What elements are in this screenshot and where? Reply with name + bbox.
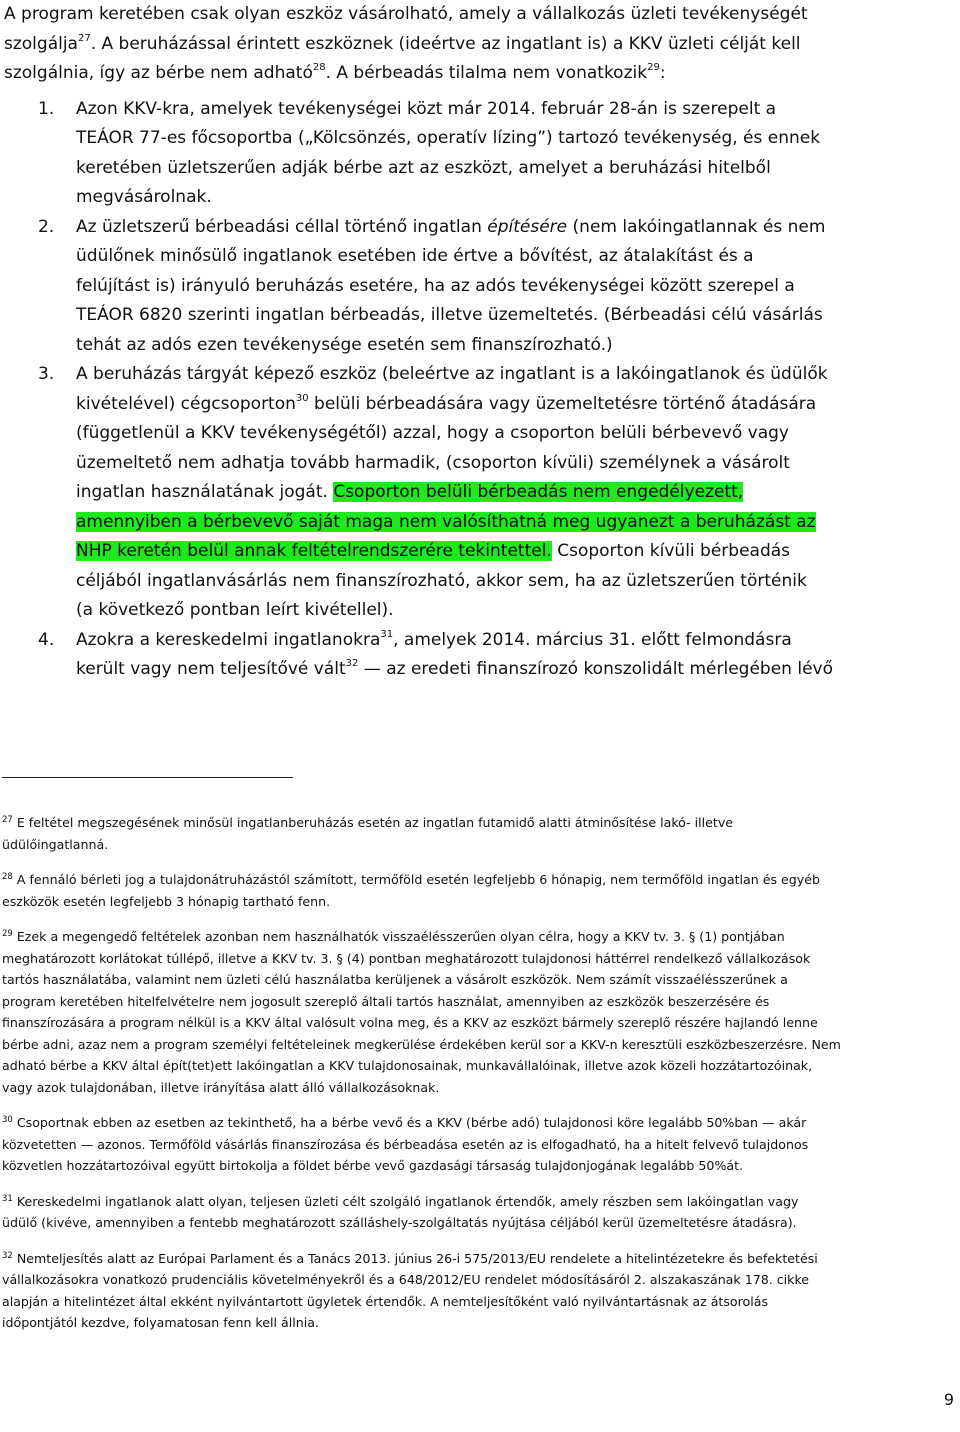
list-number: 1. bbox=[38, 98, 55, 119]
highlighted-text: Csoporton belüli bérbeadás nem engedélyezett, bbox=[333, 482, 744, 502]
footnote-line: alapján a hitelintézet által ekként nyilvántartott ügyletek értendők. A nemteljesítőként való nyilvántartásnak az átsorolás bbox=[2, 1293, 769, 1309]
text-run: ingatlan használatának jogát. bbox=[76, 482, 334, 502]
text-run: — az eredeti finanszírozó konszolidált mérlegében lévő bbox=[358, 659, 833, 679]
text-run: . A beruházással érintett eszköznek (ideértve az ingatlant is) a KKV üzleti célját kell bbox=[90, 33, 801, 54]
list-line: üzemeltető nem adhatja tovább harmadik, (csoporton kívüli) személynek a vásárolt bbox=[76, 452, 790, 473]
footnote-28 bbox=[2, 869, 954, 912]
footnote-line: adható bérbe a KKV által épít(tet)ett lakóingatlan a KKV tulajdonosainak, munkavállalóinak, illetve azok közeli hozzátartozóinak, bbox=[2, 1058, 813, 1073]
footnote-number: 31 bbox=[2, 1193, 13, 1204]
footnote-line: üdülőingatlanná. bbox=[2, 836, 109, 852]
page-number: 9 bbox=[943, 1390, 954, 1409]
text-run: Azokra a kereskedelmi ingatlanokra bbox=[76, 629, 381, 650]
footnote-ref-30[interactable]: 30 bbox=[295, 392, 309, 404]
text-run: (nem lakóingatlannak és nem bbox=[567, 216, 826, 237]
list-item-3 bbox=[0, 360, 956, 626]
list-line: (a következő pontban leírt kivétellel). bbox=[76, 600, 394, 620]
list-line: üdülőnek minősülő ingatlanok esetében ide értve a bővítést, az átalakítást és a bbox=[76, 246, 754, 266]
footnote-number: 30 bbox=[2, 1115, 13, 1125]
text-run: Az üzletszerű bérbeadási céllal történő ingatlan bbox=[76, 216, 488, 237]
list-number: 3. bbox=[38, 364, 55, 384]
highlighted-text: amennyiben a bérbevevő saját maga nem valósíthatná meg ugyanezt a beruházást az bbox=[76, 511, 816, 532]
list-line: Azon KKV-kra, amelyek tevékenységei közt már 2014. február 28-án is szerepelt a bbox=[76, 98, 777, 119]
footnote-line: finanszírozására a program nélkül is a KKV által valósult volna meg, és a KKV az eszközt bármely szereplő részére hajlandó lenne bbox=[2, 1015, 818, 1030]
list-item-2 bbox=[0, 213, 956, 361]
text-run: szolgálnia, így az bérbe nem adható bbox=[4, 63, 313, 83]
footnote-ref-27[interactable]: 27 bbox=[77, 32, 91, 44]
text-run: kivételével) cégcsoporton bbox=[76, 393, 296, 414]
list-line: tehát az adós ezen tevékenysége esetén sem finanszírozható.) bbox=[76, 334, 613, 355]
main-text bbox=[0, 0, 956, 685]
footnote-line bbox=[2, 1248, 954, 1270]
intro-line bbox=[4, 59, 956, 89]
footnote-line bbox=[2, 812, 954, 834]
footnote-line: üdülő (kivéve, amennyiben a fentebb meghatározott szálláshely-szolgáltatás nyújtása céljából kerül üzemeltetésre átadásra). bbox=[2, 1215, 797, 1230]
text-run: Csoporton kívüli bérbeadás bbox=[551, 541, 791, 561]
list-line bbox=[76, 478, 956, 508]
highlighted-text: NHP keretén belül annak feltételrendszerére tekintettel. bbox=[76, 541, 552, 561]
footnote-line: program keretében hitelfelvételre nem jogosult szereplő általi tartós használat, amennyiben az eszközök beszerzésére és bbox=[2, 993, 770, 1009]
footnote-31 bbox=[2, 1191, 954, 1234]
footnotes bbox=[2, 812, 954, 1348]
footnote-line: tartós használatába, valamint nem üzleti célú használatba kerüljenek a vásárolt eszközök. Nem számít visszaélésszerűnek a bbox=[2, 972, 788, 987]
list-line bbox=[76, 537, 956, 567]
list-number: 2. bbox=[38, 216, 55, 237]
text-run: Nemteljesítés alatt az Európai Parlament és a Tanács 2013. június 26-i 575/2013/EU rendelete a hitelintézetekre és befektetési bbox=[16, 1250, 818, 1266]
footnote-separator bbox=[2, 777, 293, 778]
list-line bbox=[76, 213, 956, 243]
intro-paragraph bbox=[4, 0, 956, 89]
text-run: E feltétel megszegésének minősül ingatlanberuházás esetén az ingatlan futamidő alatti átminősítése lakó- illetve bbox=[16, 815, 734, 830]
footnote-line: időpontjától kezdve, folyamatosan fenn kell állnia. bbox=[2, 1315, 319, 1330]
footnote-29 bbox=[2, 926, 954, 1098]
list-line bbox=[76, 626, 956, 656]
footnote-line bbox=[2, 926, 954, 948]
footnote-ref-28[interactable]: 28 bbox=[312, 62, 326, 73]
list-line: keretében üzletszerűen adják bérbe azt az eszközt, amelyet a beruházási hitelből bbox=[76, 157, 771, 178]
footnote-line: közvetlen hozzátartozóival együtt birtokolja a földet bérbe vevő gazdasági társaság tulajdonjogának legalább 50%át. bbox=[2, 1158, 744, 1173]
list-line: TEÁOR 77-es főcsoportba („Kölcsönzés, operatív lízing”) tartozó tevékenység, és ennek bbox=[76, 128, 821, 148]
text-run: , amelyek 2014. március 31. előtt felmondásra bbox=[393, 629, 792, 650]
footnote-line: meghatározott korlátokat túllépő, illetve a KKV tv. 3. § (4) pontban meghatározott tulajdonosi háttérrel rendelkező vállalkozások bbox=[2, 950, 811, 966]
list-line bbox=[76, 508, 956, 538]
text-run: szolgálja bbox=[4, 33, 78, 54]
text-run: Ezek a megengedő feltételek azonban nem használhatók visszaélésszerűen olyan célra, hogy a KKV tv. 3. § (1) pontjában bbox=[16, 929, 785, 944]
list-item-4 bbox=[0, 626, 956, 685]
text-run: Kereskedelmi ingatlanok alatt olyan, teljesen üzleti célt szolgáló ingatlanok értendők, amely részben sem lakóingatlan vagy bbox=[16, 1193, 799, 1209]
footnote-number: 28 bbox=[2, 872, 13, 882]
text-run: belüli bérbeadására vagy üzemeltetésre történő átadására bbox=[308, 393, 817, 414]
text-run: A fennáló bérleti jog a tulajdonátruházástól számított, termőföld esetén legfeljebb 6 hónapig, nem termőföld ingatlan és egyéb bbox=[16, 872, 820, 887]
list-line: A beruházás tárgyát képező eszköz (beleértve az ingatlant is a lakóingatlanok és üdülők bbox=[76, 364, 828, 384]
list-number: 4. bbox=[38, 629, 55, 650]
exception-list bbox=[0, 95, 956, 685]
list-line: felújítást is) irányuló beruházás esetére, ha az adós tevékenységei között szerepel a bbox=[76, 275, 795, 296]
footnote-number: 29 bbox=[2, 929, 13, 939]
footnote-number: 32 bbox=[2, 1250, 13, 1261]
footnote-line: vállalkozásokra vonatkozó prudenciális követelményekről és a 648/2012/EU rendelet módosításáról 2. alszakaszának 178. cikke bbox=[2, 1272, 810, 1287]
footnote-30 bbox=[2, 1112, 954, 1177]
footnote-32 bbox=[2, 1248, 954, 1334]
text-run: Csoportnak ebben az esetben az tekinthető, ha a bérbe vevő és a KKV (bérbe adó) tulajdonosi köre legalább 50%ban — akár bbox=[16, 1115, 807, 1130]
text-run: : bbox=[659, 63, 666, 83]
text-run: került vagy nem teljesítővé vált bbox=[76, 659, 346, 679]
footnote-ref-29[interactable]: 29 bbox=[647, 62, 660, 73]
list-item-1 bbox=[0, 95, 956, 213]
footnote-27 bbox=[2, 812, 954, 855]
list-line bbox=[76, 390, 956, 420]
intro-line bbox=[4, 30, 956, 60]
italic-run: építésére bbox=[487, 216, 568, 237]
footnote-line bbox=[2, 869, 954, 891]
list-line: (függetlenül a KKV tevékenységétől) azzal, hogy a csoporton belüli bérbevevő vagy bbox=[76, 423, 789, 443]
footnote-ref-32[interactable]: 32 bbox=[345, 658, 359, 669]
list-line: megvásárolnak. bbox=[76, 187, 212, 207]
list-line: TEÁOR 6820 szerinti ingatlan bérbeadás, illetve üzemeltetés. (Bérbeadási célú vásárlás bbox=[76, 305, 823, 325]
intro-line: A program keretében csak olyan eszköz vásárolható, amely a vállalkozás üzleti tevékenységét bbox=[4, 4, 808, 24]
footnote-line bbox=[2, 1191, 954, 1213]
footnote-line: közvetetten — azonos. Termőföld vásárlás finanszírozása és bérbeadása esetén az is elfogadható, ha a hitelt felvevő tulajdonos bbox=[2, 1136, 809, 1152]
footnote-number: 27 bbox=[2, 815, 13, 825]
list-line: céljából ingatlanvásárlás nem finanszírozható, akkor sem, ha az üzletszerűen történik bbox=[76, 570, 807, 591]
footnote-ref-31[interactable]: 31 bbox=[380, 628, 394, 640]
footnote-line: bérbe adni, azaz nem a program személyi feltételeinek megkerülése érdekében kerül sor a KKV-n keresztüli eszközbeszerzésre. Nem bbox=[2, 1036, 841, 1052]
footnote-line: eszközök esetén legfeljebb 3 hónapig tartható fenn. bbox=[2, 893, 331, 909]
list-line bbox=[76, 655, 956, 685]
footnote-line: vagy azok tulajdonában, illetve irányítása alatt álló vállalkozásoknak. bbox=[2, 1079, 440, 1095]
footnote-line bbox=[2, 1112, 954, 1134]
text-run: . A bérbeadás tilalma nem vonatkozik bbox=[325, 63, 648, 83]
